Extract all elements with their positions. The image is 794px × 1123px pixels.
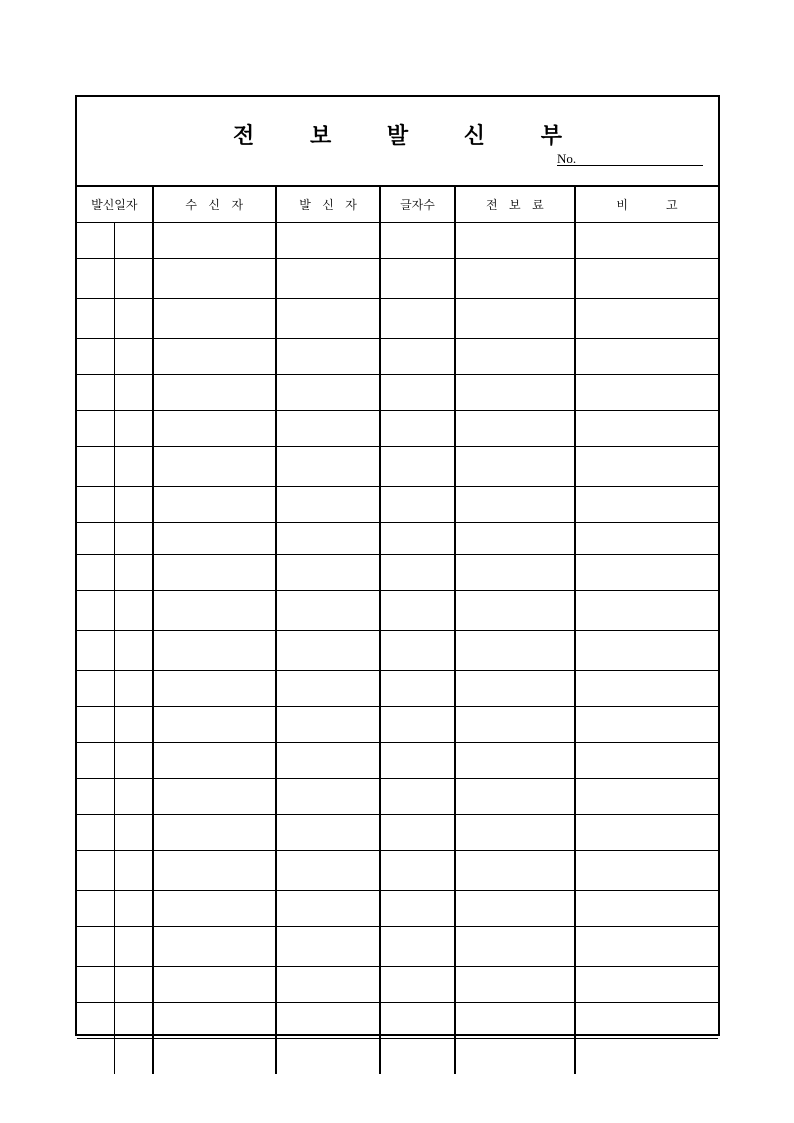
- table-row: [77, 522, 718, 554]
- cell-sender[interactable]: [276, 446, 380, 486]
- cell-char-count[interactable]: [380, 298, 455, 338]
- cell-month[interactable]: [77, 522, 115, 554]
- cell-remarks[interactable]: [575, 630, 718, 670]
- cell-month[interactable]: [77, 1038, 115, 1074]
- cell-month[interactable]: [77, 486, 115, 522]
- cell-sender[interactable]: [276, 966, 380, 1002]
- cell-char-count[interactable]: [380, 778, 455, 814]
- cell-char-count[interactable]: [380, 522, 455, 554]
- cell-char-count[interactable]: [380, 554, 455, 590]
- cell-remarks[interactable]: [575, 890, 718, 926]
- cell-recipient[interactable]: [153, 590, 276, 630]
- cell-remarks[interactable]: [575, 590, 718, 630]
- cell-month[interactable]: [77, 850, 115, 890]
- table-row: [77, 446, 718, 486]
- cell-month[interactable]: [77, 706, 115, 742]
- cell-fee[interactable]: [455, 222, 575, 258]
- cell-recipient[interactable]: [153, 486, 276, 522]
- cell-recipient[interactable]: [153, 1002, 276, 1038]
- cell-remarks[interactable]: [575, 374, 718, 410]
- cell-fee[interactable]: [455, 890, 575, 926]
- cell-month[interactable]: [77, 670, 115, 706]
- cell-sender[interactable]: [276, 554, 380, 590]
- cell-month[interactable]: [77, 258, 115, 298]
- table-row: [77, 850, 718, 890]
- cell-month[interactable]: [77, 590, 115, 630]
- cell-sender[interactable]: [276, 486, 380, 522]
- table-row: [77, 222, 718, 258]
- cell-sender[interactable]: [276, 590, 380, 630]
- cell-month[interactable]: [77, 410, 115, 446]
- cell-fee[interactable]: [455, 410, 575, 446]
- cell-remarks[interactable]: [575, 522, 718, 554]
- cell-char-count[interactable]: [380, 706, 455, 742]
- cell-char-count[interactable]: [380, 850, 455, 890]
- cell-day[interactable]: [115, 966, 153, 1002]
- table-row: [77, 338, 718, 374]
- cell-sender[interactable]: [276, 1038, 380, 1074]
- cell-month[interactable]: [77, 338, 115, 374]
- cell-sender[interactable]: [276, 890, 380, 926]
- cell-month[interactable]: [77, 778, 115, 814]
- telegram-dispatch-register: [75, 95, 720, 1036]
- cell-char-count[interactable]: [380, 486, 455, 522]
- cell-fee[interactable]: [455, 258, 575, 298]
- cell-day[interactable]: [115, 410, 153, 446]
- number-field-line[interactable]: [557, 165, 703, 166]
- cell-sender[interactable]: [276, 778, 380, 814]
- cell-sender[interactable]: [276, 410, 380, 446]
- cell-recipient[interactable]: [153, 778, 276, 814]
- cell-recipient[interactable]: [153, 554, 276, 590]
- header-row: [77, 186, 718, 222]
- cell-remarks[interactable]: [575, 966, 718, 1002]
- cell-remarks[interactable]: [575, 926, 718, 966]
- cell-sender[interactable]: [276, 670, 380, 706]
- table-row: [77, 670, 718, 706]
- cell-fee[interactable]: [455, 630, 575, 670]
- cell-recipient[interactable]: [153, 1038, 276, 1074]
- cell-recipient[interactable]: [153, 890, 276, 926]
- cell-month[interactable]: [77, 554, 115, 590]
- cell-month[interactable]: [77, 814, 115, 850]
- register-table: [77, 185, 718, 1074]
- header-sender: 발 신 자: [276, 186, 380, 222]
- cell-recipient[interactable]: [153, 338, 276, 374]
- cell-remarks[interactable]: [575, 298, 718, 338]
- cell-fee[interactable]: [455, 706, 575, 742]
- cell-recipient[interactable]: [153, 850, 276, 890]
- cell-sender[interactable]: [276, 338, 380, 374]
- cell-month[interactable]: [77, 890, 115, 926]
- cell-day[interactable]: [115, 522, 153, 554]
- cell-char-count[interactable]: [380, 258, 455, 298]
- cell-remarks[interactable]: [575, 850, 718, 890]
- cell-month[interactable]: [77, 966, 115, 1002]
- cell-remarks[interactable]: [575, 486, 718, 522]
- cell-char-count[interactable]: [380, 926, 455, 966]
- cell-recipient[interactable]: [153, 410, 276, 446]
- cell-day[interactable]: [115, 630, 153, 670]
- cell-fee[interactable]: [455, 338, 575, 374]
- table-row: [77, 410, 718, 446]
- cell-month[interactable]: [77, 742, 115, 778]
- cell-remarks[interactable]: [575, 338, 718, 374]
- cell-month[interactable]: [77, 446, 115, 486]
- cell-fee[interactable]: [455, 298, 575, 338]
- table-row: [77, 554, 718, 590]
- cell-remarks[interactable]: [575, 554, 718, 590]
- cell-remarks[interactable]: [575, 258, 718, 298]
- cell-fee[interactable]: [455, 926, 575, 966]
- cell-fee[interactable]: [455, 522, 575, 554]
- table-row: [77, 590, 718, 630]
- table-row: [77, 1002, 718, 1038]
- cell-month[interactable]: [77, 630, 115, 670]
- header-recipient: 수 신 자: [153, 186, 276, 222]
- cell-recipient[interactable]: [153, 742, 276, 778]
- header-fee: 전 보 료: [455, 186, 575, 222]
- cell-sender[interactable]: [276, 742, 380, 778]
- cell-month[interactable]: [77, 222, 115, 258]
- cell-day[interactable]: [115, 778, 153, 814]
- cell-day[interactable]: [115, 890, 153, 926]
- cell-fee[interactable]: [455, 374, 575, 410]
- cell-fee[interactable]: [455, 486, 575, 522]
- cell-fee[interactable]: [455, 446, 575, 486]
- table-row: [77, 258, 718, 298]
- cell-sender[interactable]: [276, 1002, 380, 1038]
- cell-day[interactable]: [115, 670, 153, 706]
- cell-month[interactable]: [77, 1002, 115, 1038]
- cell-sender[interactable]: [276, 222, 380, 258]
- cell-fee[interactable]: [455, 670, 575, 706]
- table-row: [77, 778, 718, 814]
- cell-day[interactable]: [115, 1038, 153, 1074]
- cell-recipient[interactable]: [153, 374, 276, 410]
- cell-char-count[interactable]: [380, 966, 455, 1002]
- cell-month[interactable]: [77, 298, 115, 338]
- cell-char-count[interactable]: [380, 1038, 455, 1074]
- cell-recipient[interactable]: [153, 926, 276, 966]
- cell-char-count[interactable]: [380, 446, 455, 486]
- cell-remarks[interactable]: [575, 670, 718, 706]
- cell-char-count[interactable]: [380, 742, 455, 778]
- cell-fee[interactable]: [455, 590, 575, 630]
- cell-fee[interactable]: [455, 1002, 575, 1038]
- cell-char-count[interactable]: [380, 338, 455, 374]
- cell-remarks[interactable]: [575, 814, 718, 850]
- table-row: [77, 1038, 718, 1074]
- cell-month[interactable]: [77, 374, 115, 410]
- cell-remarks[interactable]: [575, 410, 718, 446]
- cell-recipient[interactable]: [153, 258, 276, 298]
- cell-recipient[interactable]: [153, 222, 276, 258]
- cell-sender[interactable]: [276, 298, 380, 338]
- table-row: [77, 966, 718, 1002]
- cell-char-count[interactable]: [380, 590, 455, 630]
- cell-recipient[interactable]: [153, 630, 276, 670]
- cell-sender[interactable]: [276, 850, 380, 890]
- table-row: [77, 374, 718, 410]
- cell-fee[interactable]: [455, 814, 575, 850]
- cell-month[interactable]: [77, 926, 115, 966]
- cell-remarks[interactable]: [575, 742, 718, 778]
- cell-day[interactable]: [115, 338, 153, 374]
- register-body: [77, 222, 718, 1074]
- cell-remarks[interactable]: [575, 1002, 718, 1038]
- cell-char-count[interactable]: [380, 814, 455, 850]
- cell-char-count[interactable]: [380, 670, 455, 706]
- cell-fee[interactable]: [455, 850, 575, 890]
- cell-recipient[interactable]: [153, 298, 276, 338]
- cell-day[interactable]: [115, 850, 153, 890]
- cell-char-count[interactable]: [380, 630, 455, 670]
- cell-sender[interactable]: [276, 706, 380, 742]
- cell-remarks[interactable]: [575, 778, 718, 814]
- cell-recipient[interactable]: [153, 446, 276, 486]
- cell-recipient[interactable]: [153, 706, 276, 742]
- table-row: [77, 742, 718, 778]
- form-title: 전 보 발 신 부: [233, 123, 586, 149]
- cell-sender[interactable]: [276, 926, 380, 966]
- table-row: [77, 814, 718, 850]
- cell-day[interactable]: [115, 1002, 153, 1038]
- cell-day[interactable]: [115, 742, 153, 778]
- cell-day[interactable]: [115, 258, 153, 298]
- cell-remarks[interactable]: [575, 706, 718, 742]
- cell-recipient[interactable]: [153, 522, 276, 554]
- cell-remarks[interactable]: [575, 1038, 718, 1074]
- cell-char-count[interactable]: [380, 1002, 455, 1038]
- cell-remarks[interactable]: [575, 446, 718, 486]
- header-remarks: 비 고: [575, 186, 718, 222]
- cell-sender[interactable]: [276, 630, 380, 670]
- cell-recipient[interactable]: [153, 670, 276, 706]
- cell-char-count[interactable]: [380, 890, 455, 926]
- cell-fee[interactable]: [455, 1038, 575, 1074]
- cell-char-count[interactable]: [380, 374, 455, 410]
- cell-char-count[interactable]: [380, 410, 455, 446]
- cell-day[interactable]: [115, 486, 153, 522]
- cell-fee[interactable]: [455, 742, 575, 778]
- cell-day[interactable]: [115, 374, 153, 410]
- header-send-date: 발신일자: [77, 186, 153, 222]
- cell-day[interactable]: [115, 446, 153, 486]
- cell-remarks[interactable]: [575, 222, 718, 258]
- cell-day[interactable]: [115, 222, 153, 258]
- cell-fee[interactable]: [455, 778, 575, 814]
- cell-fee[interactable]: [455, 966, 575, 1002]
- table-row: [77, 926, 718, 966]
- table-row: [77, 630, 718, 670]
- number-label: No.: [557, 151, 577, 166]
- cell-recipient[interactable]: [153, 966, 276, 1002]
- cell-day[interactable]: [115, 706, 153, 742]
- header-char-count: 글자수: [380, 186, 455, 222]
- cell-day[interactable]: [115, 814, 153, 850]
- cell-fee[interactable]: [455, 554, 575, 590]
- table-row: [77, 486, 718, 522]
- table-row: [77, 298, 718, 338]
- table-row: [77, 706, 718, 742]
- cell-sender[interactable]: [276, 814, 380, 850]
- cell-sender[interactable]: [276, 374, 380, 410]
- cell-recipient[interactable]: [153, 814, 276, 850]
- cell-day[interactable]: [115, 298, 153, 338]
- table-row: [77, 890, 718, 926]
- cell-day[interactable]: [115, 926, 153, 966]
- cell-char-count[interactable]: [380, 222, 455, 258]
- cell-day[interactable]: [115, 590, 153, 630]
- cell-sender[interactable]: [276, 522, 380, 554]
- cell-day[interactable]: [115, 554, 153, 590]
- cell-sender[interactable]: [276, 258, 380, 298]
